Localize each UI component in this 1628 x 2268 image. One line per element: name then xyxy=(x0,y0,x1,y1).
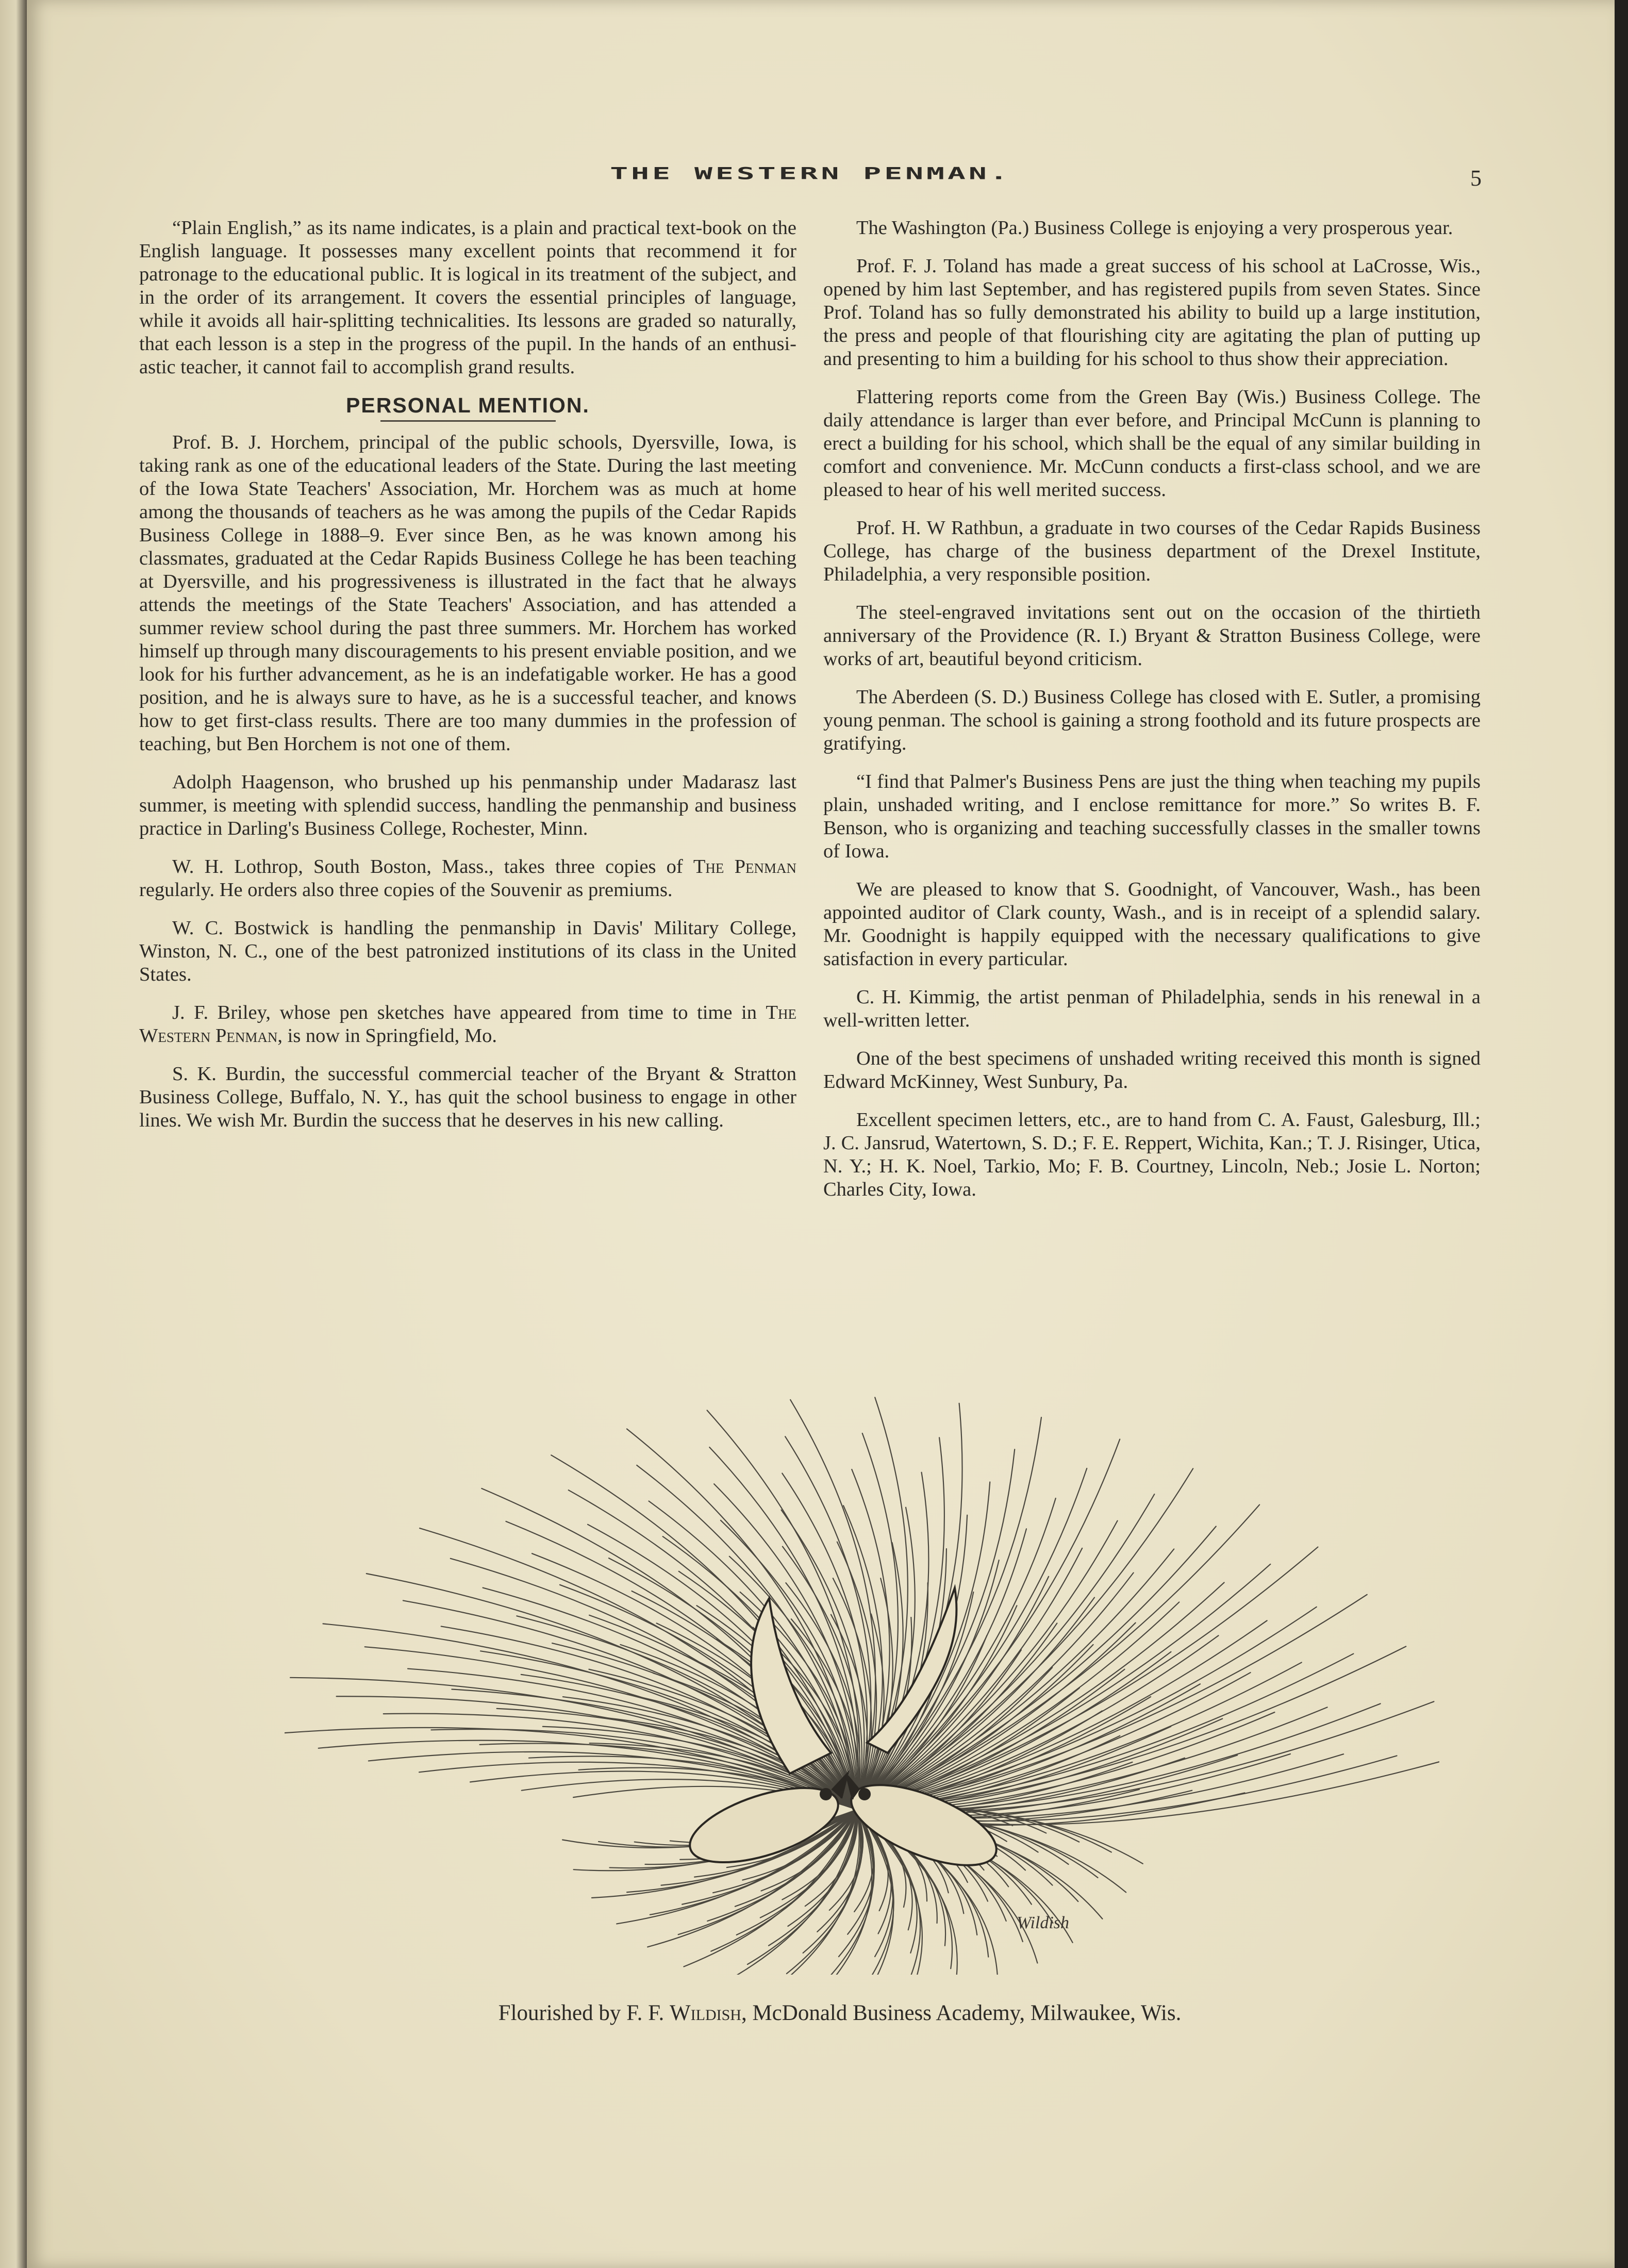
flourished-birds-illustration xyxy=(285,1382,1439,1975)
paragraph-burdin: S. K. Burdin, the successful commercial teacher of the Bryant & Stratton Business College, Buffalo, N. Y., has quit the school business to engage in other lines. We wish Mr. Burdin the success that he deserves in his new calling. xyxy=(139,1063,796,1131)
text-run: J. F. Briley, whose pen sketches have appeared from time to time in xyxy=(172,1002,766,1023)
previous-page-edge xyxy=(0,0,27,2268)
paragraph-specimens: Excellent specimen letters, etc., are to hand from C. A. Faust, Galesburg, Ill.; J. C. Jansrud, Watertown, S. D.; F. E. Reppert, Wichita, Kan.; T. J. Risinger, Utica, N. Y.; H. K. Noel, Tarkio, Mo; F. B. Courtney, Lincoln, Neb.; Josie L. Norton; Charles City, Iowa. xyxy=(823,1109,1481,1200)
magazine-page xyxy=(27,0,1615,2268)
artist-name: Wildish xyxy=(670,2001,741,2025)
left-column xyxy=(139,217,796,1147)
paragraph-green-bay: Flattering reports come from the Green Bay (Wis.) Business College. The daily attendance is larger than ever before, and Principal McCunn is planning to erect a building for his school, which shall be the equal of any similar building in comfort and convenience. Mr. McCunn conducts a first-class school, and we are pleased to hear of his well merited success. xyxy=(823,386,1481,501)
paragraph-aberdeen: The Aberdeen (S. D.) Business College has closed with E. Sutler, a promising young penman. The school is gaining a strong foothold and its future prospects are gratifying. xyxy=(823,686,1481,754)
paragraph-providence: The steel-engraved invitations sent out on the occasion of the thirtieth anniversary of the Providence (R. I.) Bryant & Stratton Business College, were works of art, beautiful beyond criticism. xyxy=(823,602,1481,670)
paragraph-horchem: Prof. B. J. Horchem, principal of the public schools, Dyersville, Iowa, is taking rank as one of the educational leaders of the State. During the last meeting of the Iowa State Teachers' Association, Mr. Horchem was as much at home among the thousands of teachers as he was among the pupils of the Cedar Rapids Business College in 1888–9. Ever since Ben, as he was known among his classmates, graduated at the Cedar Rapids Business College he has been teaching at Dyersville, and his progressiveness is illustrated in the fact that he always attends the meetings of the State Teachers' Association, and has attended a summer review school during the past three summers. Mr. Horchem has worked himself up through many discouragements to his present enviable position, and we look for his further advancement, as he is an indefatigable worker. He has a good position, and he is always sure to have, as he is a successful teacher, and knows how to get first-class results. There are too many dummies in the profession of teaching, but Ben Horchem is not one of them. xyxy=(139,432,796,755)
text-run: W. H. Lothrop, South Boston, Mass., takes three copies of xyxy=(172,856,693,878)
publication-name: The Penman xyxy=(693,856,796,878)
publication-name: The Western Penman xyxy=(139,1002,796,1047)
paragraph-rathbun: Prof. H. W Rathbun, a graduate in two courses of the Cedar Rapids Business College, has charge of the business department of the Drexel Institute, Philadelphia, a very responsible position. xyxy=(823,517,1481,585)
paragraph-goodnight: We are pleased to know that S. Goodnight, of Vancouver, Wash., has been appointed auditor of Clark county, Wash., and is in receipt of a splendid salary. Mr. Goodnight is happily equipped with the necessary qualifications to give satisfaction in every particular. xyxy=(823,879,1481,970)
paragraph-lothrop xyxy=(139,855,796,902)
paragraph-toland: Prof. F. J. Toland has made a great success of his school at LaCrosse, Wis., opened by him last September, and has registered pupils from seven States. Since Prof. Toland has so fully demonstrated his ability to build up a large institution, the press and people of that flourishing city are agitating the plan of putting up and presenting to him a building for his school to thus show their appreciation. xyxy=(823,255,1481,370)
paragraph-haagenson: Adolph Haagenson, who brushed up his penmanship under Madarasz last summer, is meeting with splendid success, handling the penmanship and business practice in Darling's Business College, Rochester, Minn. xyxy=(139,771,796,839)
right-column xyxy=(823,217,1481,1216)
text-run: regularly. He orders also three copies of the Souvenir as premiums. xyxy=(139,879,673,901)
heading-rule xyxy=(380,420,556,422)
caption-text: , McDonald Business Academy, Milwaukee, Wis. xyxy=(741,2001,1182,2025)
plain-english-review: “Plain English,” as its name indicates, is a plain and practical text-book on the English language. It possesses many excellent points that recommend it for patronage to the educational public. It is logical in its treatment of the subject, and in the order of its arrangement. It covers the essential principles of language, while it avoids all hair-splitting technicalities. Its lessons are graded so naturally, that each lesson is a step in the progress of the pupil. In the hands of an enthusiastic teacher, it cannot fail to accomplish grand results. xyxy=(139,217,796,378)
running-title: THE WESTERN PENMAN. xyxy=(610,164,1011,184)
artist-signature: Wildish xyxy=(1017,1913,1070,1932)
paragraph-briley xyxy=(139,1001,796,1048)
caption-text: Flourished by F. F. xyxy=(498,2001,670,2025)
paragraph-washington: The Washington (Pa.) Business College is enjoying a very prosperous year. xyxy=(856,217,1453,239)
text-run: , is now in Springfield, Mo. xyxy=(277,1025,497,1047)
paragraph-kimmig: C. H. Kimmig, the artist penman of Philadelphia, sends in his renewal in a well-written letter. xyxy=(823,986,1481,1031)
paragraph-palmer: “I find that Palmer's Business Pens are just the thing when teaching my pupils plain, unshaded writing, and I enclose remittance for more.” So writes B. F. Benson, who is organizing and teaching successfully classes in the smaller towns of Iowa. xyxy=(823,771,1481,862)
page-number: 5 xyxy=(1470,165,1482,191)
section-heading: PERSONAL MENTION. xyxy=(346,393,590,417)
illustration-caption xyxy=(103,2000,1576,2026)
paragraph-mckinney: One of the best specimens of unshaded writing received this month is signed Edward McKinney, West Sunbury, Pa. xyxy=(823,1048,1481,1092)
paragraph-bostwick: W. C. Bostwick is handling the penmanship in Davis' Military College, Winston, N. C., one of the best patronized institutions of its class in the United States. xyxy=(139,917,796,985)
